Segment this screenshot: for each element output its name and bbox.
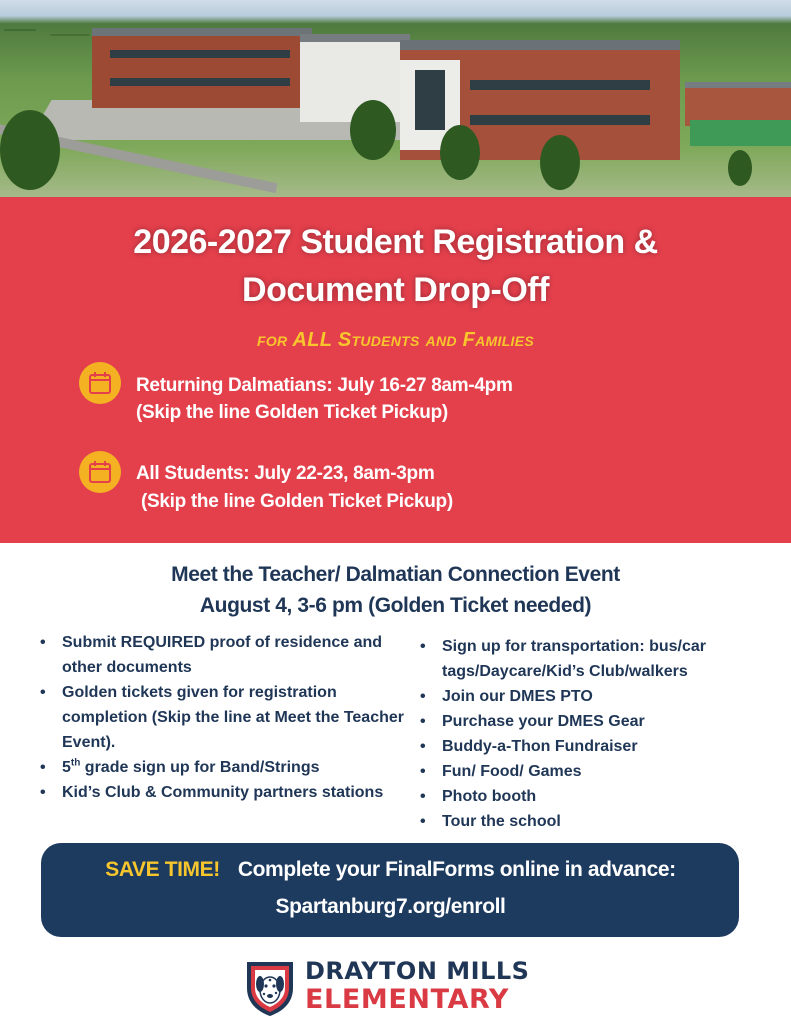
- grade-number: 5: [62, 759, 71, 776]
- list-item: [36, 755, 406, 780]
- building-windows: [470, 80, 650, 90]
- enroll-url: Spartanburg7.org/enroll: [275, 895, 506, 918]
- building-windows: [470, 115, 650, 125]
- school-name-line1: DRAYTON MILLS: [305, 957, 530, 985]
- list-item: • Purchase your DMES Gear: [416, 709, 776, 734]
- event-all-students-dates: All Students: July 22-23, 8am-3pm: [136, 463, 435, 484]
- building-windows: [415, 70, 445, 130]
- dalmatian-shield-icon: [243, 958, 297, 1018]
- left-checklist: [36, 630, 406, 805]
- event-returning-dates: Returning Dalmatians: July 16-27 8am-4pm: [136, 375, 513, 396]
- list-item: • Kid’s Club & Community partners stations: [36, 780, 406, 805]
- building-windows: [110, 78, 290, 86]
- save-time-text: Complete your FinalForms online in advance:: [237, 858, 676, 881]
- list-item: • Golden tickets given for registration completion (Skip the line at Meet the Teacher Event).: [36, 680, 406, 755]
- school-wing-left: [92, 28, 312, 108]
- event-all-students-note: (Skip the line Golden Ticket Pickup): [136, 491, 453, 512]
- building-windows: [110, 50, 290, 58]
- grade-text: grade sign up for Band/Strings: [80, 759, 320, 776]
- list-item: • Photo booth: [416, 784, 776, 809]
- meet-teacher-heading: Meet the Teacher/ Dalmatian Connection Event: [171, 563, 620, 586]
- playground: [690, 120, 791, 146]
- tree: [540, 135, 580, 190]
- save-time-line: [0, 853, 781, 887]
- right-checklist: [416, 634, 776, 834]
- tree: [350, 100, 396, 160]
- save-time-highlight: SAVE TIME!: [105, 858, 220, 881]
- list-item: • Sign up for transportation: bus/car tags/Daycare/Kid’s Club/walkers: [416, 634, 776, 684]
- calendar-icon: [79, 451, 121, 493]
- banner-title-line1: 2026-2027 Student Registration &: [133, 223, 658, 261]
- list-item: • Join our DMES PTO: [416, 684, 776, 709]
- calendar-icon: [79, 362, 121, 404]
- grade-suffix: th: [70, 757, 81, 769]
- school-building-photo: [0, 0, 791, 197]
- tree: [728, 150, 752, 186]
- tree: [440, 125, 480, 180]
- list-item: • Buddy-a-Thon Fundraiser: [416, 734, 776, 759]
- event-returning-note: (Skip the line Golden Ticket Pickup): [136, 402, 448, 423]
- meet-teacher-date: August 4, 3-6 pm (Golden Ticket needed): [199, 594, 592, 617]
- banner-subtitle: for ALL Students and Families: [256, 329, 535, 351]
- school-name-line2: ELEMENTARY: [305, 984, 510, 1015]
- list-item: • Submit REQUIRED proof of residence and other documents: [36, 630, 406, 680]
- banner-title-line2: Document Drop-Off: [242, 271, 549, 309]
- list-item: • Tour the school: [416, 809, 776, 834]
- list-item: • Fun/ Food/ Games: [416, 759, 776, 784]
- tree: [0, 110, 60, 190]
